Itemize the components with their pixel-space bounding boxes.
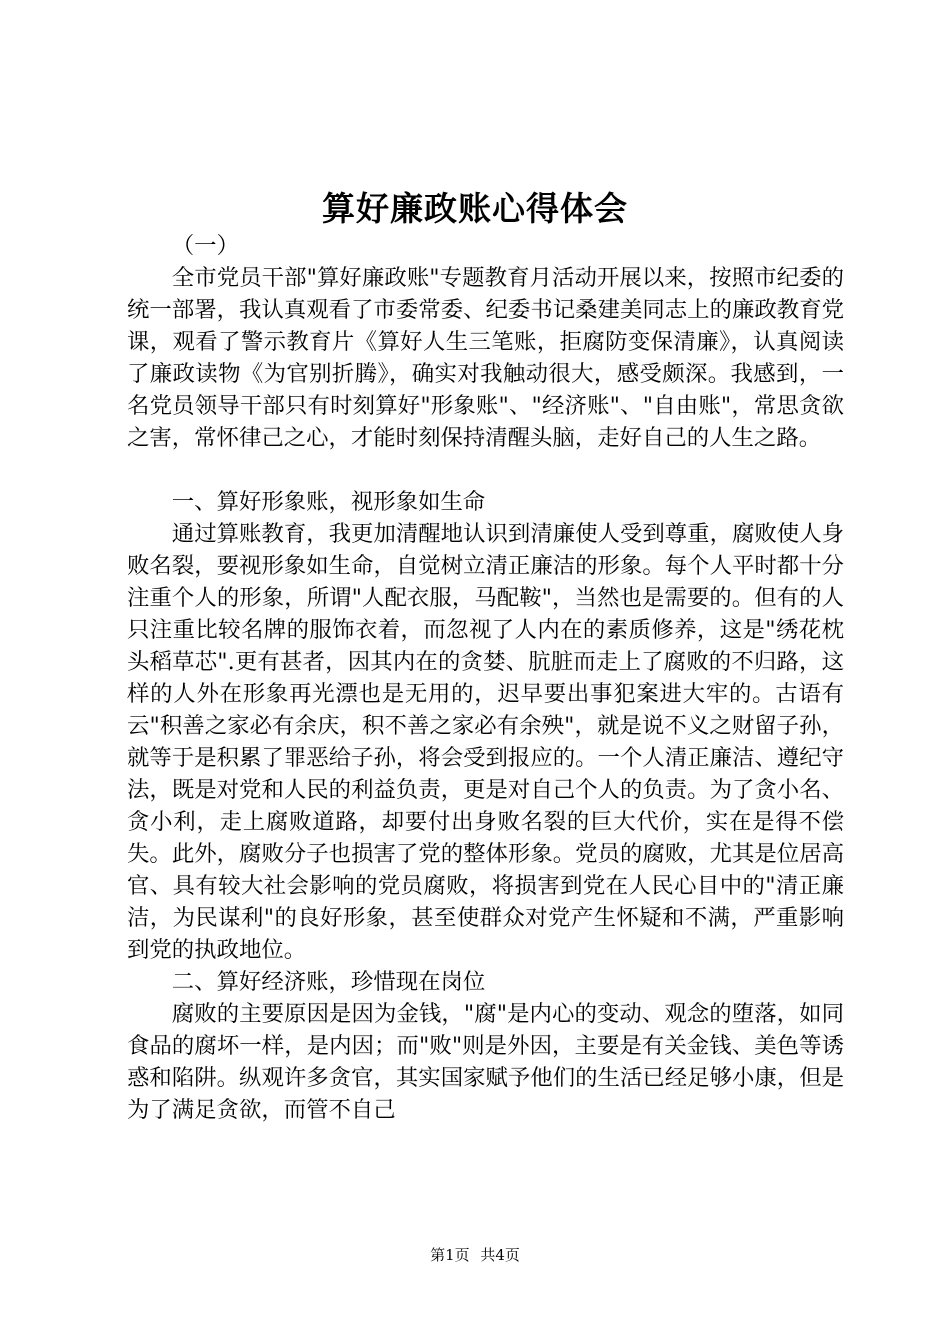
paragraph-intro: 全市党员干部"算好廉政账"专题教育月活动开展以来，按照市纪委的统一部署，我认真观看了市委常委、纪委书记桑建美同志上的廉政教育党课，观看了警示教育片《算好人生三笔账，拒腐防变保清廉》，认真阅读了廉政读物《为官别折腾》，确实对我触动很大，感受颇深。我感到，一名党员领导干部只有时刻算好"形象账"、"经济账"、"自由账"，常思贪欲之害，常怀律己之心，才能时刻保持清醒头脑，走好自己的人生之路。 [127,265,844,451]
document-body [127,230,844,1126]
document-title: 算好廉政账心得体会 [322,189,628,228]
section-marker: （一） [171,233,239,259]
page-number: 第1页 [430,1246,470,1264]
page-total: 共4页 [480,1246,520,1264]
paragraph-section-1: 通过算账教育，我更加清醒地认识到清廉使人受到尊重，腐败使人身败名裂，要视形象如生命，自觉树立清正廉洁的形象。每个人平时都十分注重个人的形象，所谓"人配衣服，马配鞍"，当然也是需要的。但有的人只注重比较名牌的服饰衣着，而忽视了人内在的素质修养，这是"绣花枕头稻草芯".更有甚者，因其内在的贪婪、肮脏而走上了腐败的不归路，这样的人外在形象再光漂也是无用的，迟早要出事犯案进大牢的。古语有云"积善之家必有余庆，积不善之家必有余殃"，就是说不义之财留子孙，就等于是积累了罪恶给子孙，将会受到报应的。一个人清正廉洁、遵纪守法，既是对党和人民的利益负责，更是对自己个人的负责。为了贪小名、贪小利，走上腐败道路，却要付出身败名裂的巨大代价，实在是得不偿失。此外，腐败分子也损害了党的整体形象。党员的腐败，尤其是位居高官、具有较大社会影响的党员腐败，将损害到党在人民心目中的"清正廉洁，为民谋利"的良好形象，甚至使群众对党产生怀疑和不满，严重影响到党的执政地位。 [127,521,844,963]
page-footer [0,1243,950,1267]
section-heading-1: 一、算好形象账，视形象如生命 [171,489,486,515]
paragraph-section-2: 腐败的主要原因是因为金钱，"腐"是内心的变动、观念的堕落，如同食品的腐坏一样，是内因；而"败"则是外因，主要是有关金钱、美色等诱惑和陷阱。纵观许多贪官，其实国家赋予他们的生活已经足够小康，但是为了满足贪欲，而管不自己 [127,1001,844,1123]
section-heading-2: 二、算好经济账，珍惜现在岗位 [171,969,486,995]
